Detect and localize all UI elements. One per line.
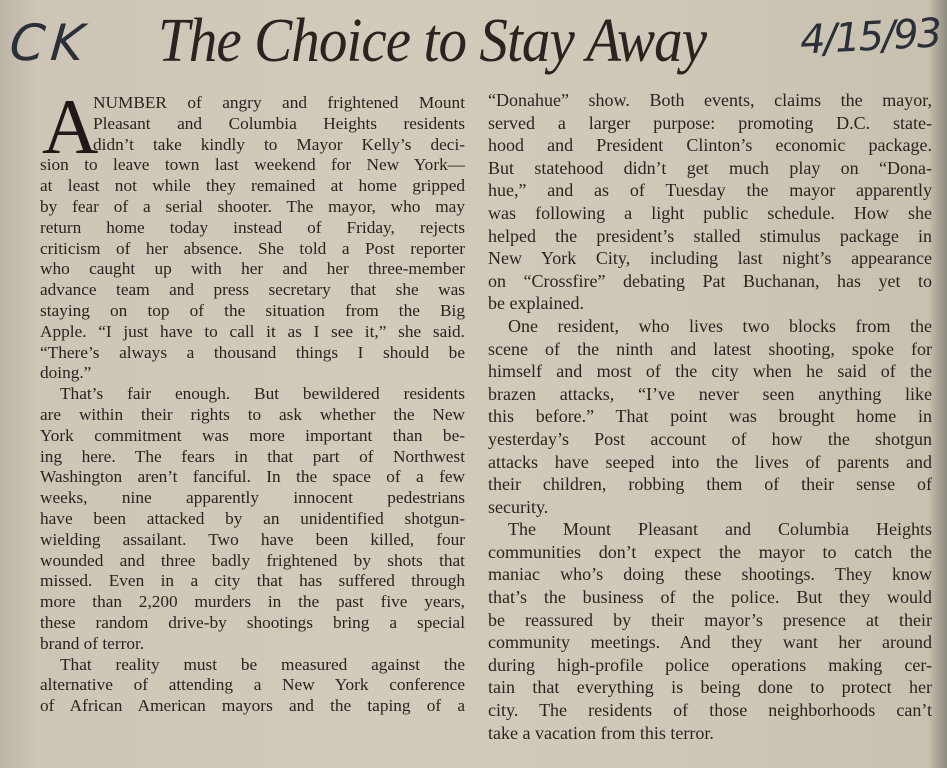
text-line: “Donahue” show. Both events, claims the mayor,	[488, 90, 932, 110]
text-line: tain that everything is being done to protect her	[488, 677, 932, 698]
text-line: Apple. “I just have to call it as I see it,” she said.	[40, 321, 465, 341]
text-line: maniac who’s doing these shootings. They know	[488, 564, 932, 585]
text-line: criticism of her absence. She told a Post reporter	[40, 238, 465, 258]
text-line: of African American mayors and the taping of a	[40, 696, 465, 716]
text-line: wielding assailant. Two have been killed, four	[40, 529, 465, 549]
text-line: ing here. The fears in that part of Northwest	[40, 446, 465, 466]
text-line: attacks have seeped into the lives of parents and	[488, 451, 932, 472]
text-line: hue,” and as of Tuesday the mayor apparently	[488, 180, 932, 201]
text-line: didn’t take kindly to Mayor Kelly’s deci-	[93, 134, 465, 154]
left-column	[40, 83, 465, 717]
text-line: scene of the ninth and latest shooting, spoke for	[488, 338, 932, 359]
text-line: city. The residents of those neighborhoods can’t	[488, 700, 932, 721]
text-line: That reality must be measured against the	[60, 654, 465, 674]
text-line: brand of terror.	[40, 633, 145, 653]
text-line: be reassured by their mayor’s presence at their	[488, 609, 932, 630]
text-line: Pleasant and Columbia Heights residents	[93, 113, 465, 133]
handwritten-initials: CK	[7, 14, 93, 72]
headline: The Choice to Stay Away	[158, 7, 707, 75]
text-line: sion to leave town last weekend for New York—	[40, 155, 465, 175]
text-line: security.	[488, 496, 549, 517]
text-line: was following a light public schedule. How she	[488, 202, 932, 223]
text-line: by fear of a serial shooter. The mayor, who may	[40, 196, 465, 216]
text-line: this before.” That point was brought home in	[488, 406, 932, 427]
text-line: community meetings. And they want her around	[488, 632, 932, 653]
text-line: are within their rights to ask whether the New	[40, 404, 465, 424]
text-line: York commitment was more important than be-	[40, 425, 465, 445]
text-line: But statehood didn’t get much play on “Dona-	[488, 157, 932, 178]
text-line: wounded and three badly frightened by shots that	[40, 550, 465, 570]
text-line: who caught up with her and her three-member	[40, 259, 465, 279]
text-line: on “Crossfire” debating Pat Buchanan, has yet to	[488, 270, 932, 291]
handwritten-date: 4/15/93	[798, 10, 942, 64]
text-line: NUMBER of angry and frightened Mount	[93, 93, 465, 112]
text-line: The Mount Pleasant and Columbia Heights	[508, 519, 932, 540]
text-line: communities don’t expect the mayor to catch the	[488, 541, 932, 562]
text-line: served a larger purpose: promoting D.C. state-	[488, 112, 932, 133]
text-line: Washington aren’t fanciful. In the space of a few	[40, 467, 465, 487]
text-line: That’s fair enough. But bewildered residents	[60, 384, 465, 404]
right-column	[488, 89, 932, 744]
text-line: New York City, including last night’s appearance	[488, 248, 932, 269]
text-line: alternative of attending a New York conference	[40, 675, 465, 695]
text-line: yesterday’s Post account of how the shotgun	[488, 428, 932, 449]
text-line: himself and most of the city when he said of the	[488, 361, 932, 382]
text-line: weeks, nine apparently innocent pedestrians	[40, 488, 465, 508]
text-line: advance team and press secretary that she was	[40, 280, 465, 300]
text-line: brazen attacks, “I’ve never seen anything like	[488, 383, 932, 404]
text-line: their children, robbing them of their sense of	[488, 474, 932, 495]
text-line: these random drive-by shootings bring a special	[40, 612, 465, 632]
text-line: doing.”	[40, 363, 92, 383]
text-line: return home today instead of Friday, rejects	[40, 217, 465, 237]
text-line: at least not while they remained at home gripped	[40, 176, 465, 196]
text-line: hood and President Clinton’s economic package.	[488, 135, 932, 156]
text-line: take a vacation from this terror.	[488, 722, 714, 743]
text-line: be explained.	[488, 293, 584, 314]
text-line: missed. Even in a city that has suffered through	[40, 571, 465, 591]
drop-cap: A	[42, 83, 99, 170]
text-line: have been attacked by an unidentified shotgun-	[40, 508, 465, 528]
text-line: during high-profile police operations making cer-	[488, 654, 932, 675]
text-line: One resident, who lives two blocks from the	[508, 315, 932, 336]
text-line: that’s the business of the police. But they would	[488, 587, 932, 608]
text-line: “There’s always a thousand things I should be	[40, 342, 465, 362]
text-line: helped the president’s stalled stimulus package in	[488, 225, 932, 246]
text-line: staying on top of the situation from the Big	[40, 300, 465, 320]
text-line: more than 2,200 murders in the past five years,	[40, 592, 465, 612]
